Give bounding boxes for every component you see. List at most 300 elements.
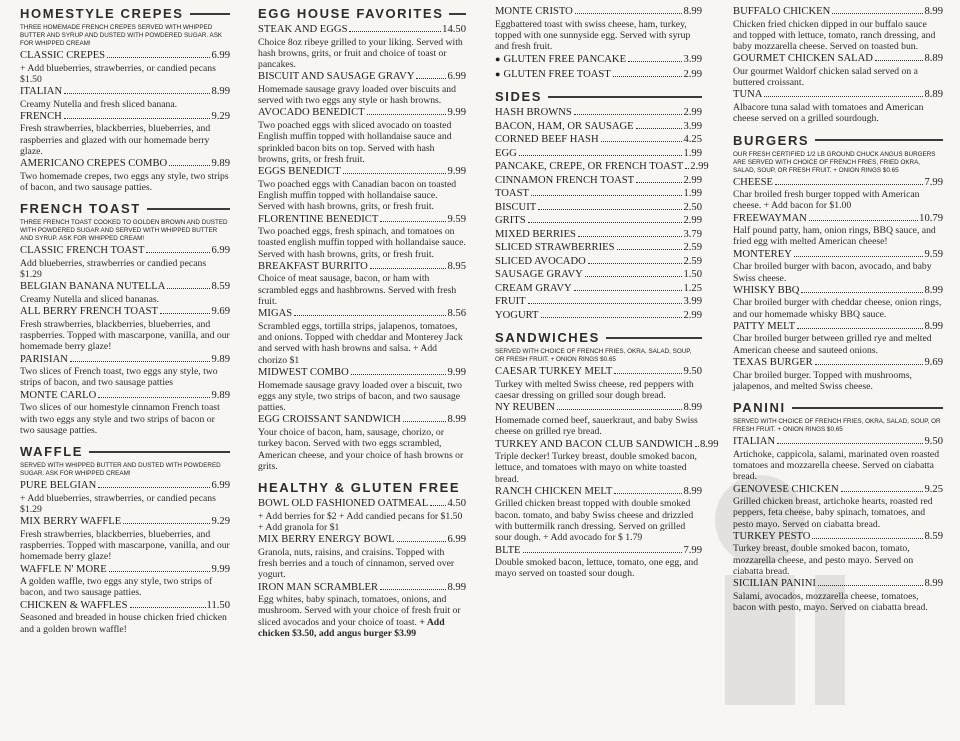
menu-item-price: 9.59 bbox=[924, 248, 943, 260]
menu-item-description bbox=[733, 543, 943, 577]
dot-leader bbox=[167, 288, 210, 289]
menu-item-name: PANCAKE, CREPE, OR FRENCH TOAST bbox=[495, 161, 684, 173]
menu-item-buffalo-chicken bbox=[733, 6, 943, 52]
menu-item-price: 6.99 bbox=[211, 50, 230, 61]
menu-item-line bbox=[495, 438, 719, 452]
menu-item-description bbox=[733, 189, 943, 212]
menu-item-price: 8.99 bbox=[924, 6, 943, 17]
dot-leader bbox=[574, 290, 683, 291]
menu-section-waffle bbox=[20, 444, 230, 635]
menu-item-cheese bbox=[733, 177, 943, 212]
menu-item-name: MONTE CRISTO bbox=[495, 6, 573, 17]
menu-item-name: MONTE CARLO bbox=[20, 389, 97, 401]
menu-item-description-text: Scrambled eggs, tortilla strips, jalapenos, tomatoes, and onions. Topped with cheddar and Monterey Jack and served with hash browns and salsa. + Add chorizo $1 bbox=[258, 320, 463, 366]
menu-item-pure-belgian bbox=[20, 480, 230, 515]
menu-item-name: WAFFLE N' MORE bbox=[20, 563, 107, 575]
menu-item-price: 9.29 bbox=[211, 516, 230, 528]
menu-item-price: 8.89 bbox=[924, 53, 943, 65]
dot-leader bbox=[809, 220, 918, 221]
dot-leader bbox=[777, 443, 923, 444]
menu-item-name: AMERICANO CREPES COMBO bbox=[20, 158, 168, 170]
dot-leader bbox=[588, 263, 683, 264]
section-title bbox=[20, 201, 230, 216]
menu-item-parisian bbox=[20, 354, 230, 389]
menu-item-mixed-berries bbox=[495, 229, 702, 242]
menu-item-price: 2.50 bbox=[683, 201, 702, 213]
menu-item-price: 11.50 bbox=[206, 599, 230, 611]
section-note: SERVED WITH CHOICE OF FRENCH FRIES, OKRA, SALAD, SOUP, OR FRESH FRUIT. + ONION RINGS $0.65 bbox=[733, 418, 941, 434]
dot-leader bbox=[794, 256, 924, 257]
menu-section-french-toast bbox=[20, 201, 230, 436]
menu-item-line bbox=[20, 600, 230, 613]
dot-leader bbox=[578, 236, 683, 237]
dot-leader bbox=[109, 571, 211, 572]
menu-item-description bbox=[20, 402, 230, 436]
section-title-text: SIDES bbox=[495, 89, 543, 105]
menu-item-name: GOURMET CHICKEN SALAD bbox=[733, 53, 873, 65]
menu-item-line bbox=[495, 161, 709, 174]
section-spacer bbox=[733, 393, 943, 400]
menu-item-name: TOAST bbox=[495, 188, 529, 200]
menu-item-name: MIDWEST COMBO bbox=[258, 367, 349, 379]
dot-leader bbox=[575, 13, 683, 14]
menu-item-price: 4.50 bbox=[447, 498, 466, 510]
menu-item-description-text: Salami, avocados, mozzarella cheese, tomatoes, bacon with pesto, mayo. Served on ciabatta bread. bbox=[733, 590, 928, 614]
menu-item-price: 9.25 bbox=[924, 483, 943, 495]
menu-item-description bbox=[20, 366, 230, 389]
dot-leader bbox=[636, 182, 682, 183]
menu-item-description-text: Eggbattered toast with swiss cheese, ham, turkey, topped with one sunnyside egg. Served with syrup and fresh fruit. bbox=[495, 18, 691, 53]
section-title bbox=[20, 6, 230, 21]
menu-item-line bbox=[258, 166, 466, 179]
menu-item-price: 9.99 bbox=[211, 563, 230, 575]
menu-item-name: TUNA bbox=[733, 89, 763, 101]
menu-item-iron-man-scrambler bbox=[258, 582, 466, 640]
dot-leader bbox=[614, 373, 682, 374]
menu-item-line bbox=[495, 310, 702, 323]
menu-item-description-text: Seasoned and breaded in house chicken fried chicken and a golden brown waffle! bbox=[20, 612, 227, 635]
menu-item-price: 2.59 bbox=[683, 242, 702, 254]
menu-item-line bbox=[20, 50, 230, 63]
bullet-icon: ● bbox=[495, 68, 501, 79]
section-note: OUR FRESH CERTIFIED 1/2 LB GROUND CHUCK ANGUS BURGERS ARE SERVED WITH CHOICE OF FRENCH FRIES, FRIED OKRA, SALAD, SOUP, OR FRESH FRUIT. + ONION RINGS $0.65 bbox=[733, 150, 936, 174]
menu-item-description bbox=[20, 99, 230, 110]
menu-item-description-text: Double smoked bacon, lettuce, tomato, one egg, and mayo served on toasted sour dough. bbox=[495, 557, 699, 580]
menu-item-description bbox=[20, 171, 230, 194]
dot-leader bbox=[367, 114, 447, 115]
menu-item-price: 2.99 bbox=[683, 309, 702, 321]
menu-item-price: 1.99 bbox=[683, 147, 702, 159]
menu-item-french bbox=[20, 111, 230, 157]
menu-item-price: 8.99 bbox=[447, 581, 466, 593]
menu-item-line bbox=[20, 516, 230, 529]
menu-item-description bbox=[258, 427, 466, 472]
menu-item-description-text: + Add blueberries, strawberries, or candied pecans $1.50 bbox=[20, 62, 216, 85]
dot-leader bbox=[430, 505, 446, 506]
menu-item-description-text: Char broiled burger between grilled rye and melted American cheese and sauteed onions. bbox=[733, 333, 932, 356]
menu-item-name: TURKEY AND BACON CLUB SANDWICH bbox=[495, 438, 693, 450]
menu-item-name: SLICED STRAWBERRIES bbox=[495, 242, 615, 254]
dot-leader bbox=[841, 491, 924, 492]
dot-leader bbox=[764, 96, 923, 97]
menu-item-price: 9.59 bbox=[447, 213, 466, 225]
menu-item-gluten-free-pancake bbox=[495, 53, 702, 67]
menu-item-price: 9.29 bbox=[211, 110, 230, 122]
menu-item-price: 8.99 bbox=[447, 414, 466, 426]
section-title-text: EGG HOUSE FAVORITES bbox=[258, 6, 444, 21]
menu-item-price: 9.69 bbox=[211, 306, 230, 318]
menu-item-name: ITALIAN bbox=[733, 436, 776, 448]
menu-item-name: GENOVESE CHICKEN bbox=[733, 483, 839, 495]
dot-leader bbox=[519, 155, 683, 156]
menu-item-blte bbox=[495, 545, 702, 580]
menu-item-grits bbox=[495, 215, 702, 228]
menu-item-name: CORNED BEEF HASH bbox=[495, 134, 599, 146]
menu-item-name: MIX BERRY ENERGY BOWL bbox=[258, 534, 395, 546]
menu-item-name: CLASSIC CREPES bbox=[20, 50, 106, 61]
menu-item-description-text: Albacore tuna salad with tomatoes and American cheese served on a grilled sourdough. bbox=[733, 101, 924, 125]
menu-item-description bbox=[733, 66, 943, 89]
menu-item-name: FRUIT bbox=[495, 296, 526, 308]
section-title bbox=[258, 6, 466, 21]
menu-item-texas-burger bbox=[733, 357, 943, 392]
menu-item-name: ALL BERRY FRENCH TOAST bbox=[20, 306, 159, 318]
menu-item-sausage-gravy bbox=[495, 269, 702, 282]
menu-item-sliced-strawberries bbox=[495, 242, 702, 255]
menu-item-line bbox=[495, 296, 702, 309]
dot-leader bbox=[585, 276, 683, 277]
menu-item-line bbox=[20, 306, 230, 319]
menu-item-price: 14.50 bbox=[442, 24, 466, 35]
menu-item-line bbox=[495, 366, 702, 379]
menu-item-description bbox=[733, 19, 943, 53]
menu-item-price: 8.99 bbox=[924, 578, 943, 590]
menu-section-continued bbox=[495, 6, 702, 81]
menu-item-name: CAESAR TURKEY MELT bbox=[495, 366, 613, 378]
menu-item-price: 8.99 bbox=[699, 438, 719, 450]
menu-item-line bbox=[258, 71, 466, 84]
dot-leader bbox=[123, 523, 210, 524]
section-spacer bbox=[495, 323, 702, 330]
menu-item-monte-carlo bbox=[20, 390, 230, 436]
dot-leader bbox=[349, 31, 441, 32]
menu-item-classic-crepes bbox=[20, 50, 230, 85]
menu-item-freewayman bbox=[733, 213, 943, 248]
dot-leader bbox=[617, 249, 683, 250]
menu-item-price: 8.99 bbox=[211, 86, 230, 98]
menu-item-description bbox=[495, 451, 702, 485]
menu-item-biscuit bbox=[495, 202, 702, 215]
menu-section-burgers bbox=[733, 133, 943, 393]
menu-item-mix-berry-waffle bbox=[20, 516, 230, 562]
menu-section-egg-house-favorites bbox=[258, 6, 466, 472]
menu-section-sandwiches bbox=[495, 330, 719, 580]
menu-item-description bbox=[733, 225, 943, 248]
menu-item-price: 1.99 bbox=[683, 188, 702, 200]
menu-item-gluten-free-toast bbox=[495, 68, 702, 82]
menu-item-description-text: Granola, nuts, raisins, and craisins. Topped with fresh berries and a touch of cinnamon, served over yogurt. bbox=[258, 546, 455, 581]
menu-item-name: YOGURT bbox=[495, 309, 539, 321]
menu-item-addon: + Add chicken $3.50, add angus burger $3.99 bbox=[258, 616, 445, 639]
menu-item-line bbox=[20, 158, 230, 171]
menu-item-tuna bbox=[733, 89, 943, 124]
menu-item-line bbox=[258, 367, 466, 380]
menu-item-description-text: Egg whites, baby spinach, tomatoes, onions, and mushroom. Served with your choice of fresh fruit or sliced avocados and your choice of toast. bbox=[258, 594, 461, 628]
menu-item-description bbox=[733, 297, 943, 320]
menu-item-line bbox=[258, 107, 466, 120]
menu-item-bacon-ham-or-sausage bbox=[495, 121, 702, 134]
menu-item-line bbox=[258, 24, 466, 37]
menu-item-americano-crepes-combo bbox=[20, 158, 230, 193]
menu-item-name: GRITS bbox=[495, 215, 526, 227]
menu-item-description-text: Two slices of French toast, two eggs any style, two strips of bacon, and two sausage patties bbox=[20, 366, 218, 389]
menu-item-name: SLICED AVOCADO bbox=[495, 255, 586, 267]
menu-item-name: FRENCH bbox=[20, 110, 62, 122]
menu-item-line bbox=[20, 281, 230, 294]
menu-item-line bbox=[733, 484, 943, 497]
dot-leader bbox=[601, 141, 683, 142]
menu-item-line bbox=[495, 402, 702, 415]
dot-leader bbox=[636, 128, 683, 129]
menu-item-price: 7.99 bbox=[683, 544, 702, 556]
menu-item-name: CHICKEN & WAFFLES bbox=[20, 599, 128, 611]
menu-item-line bbox=[733, 531, 943, 544]
section-title bbox=[20, 444, 230, 459]
menu-item-description bbox=[20, 319, 230, 353]
menu-item-cinnamon-french-toast bbox=[495, 175, 702, 188]
menu-item-description-text: Homemade sausage gravy loaded over a biscuit, two eggs any style, two strips of bacon, and two sausage patties. bbox=[258, 379, 462, 414]
menu-item-classic-french-toast bbox=[20, 245, 230, 280]
menu-item-description-text: Two homemade crepes, two eggs any style, two strips of bacon, and two sausage patties. bbox=[20, 170, 229, 194]
menu-item-description-text: Chicken fried chicken dipped in our buffalo sauce and topped with lettuce, tomato, ranch dressing, and baby mozzarella cheese. Served on toasted bun. bbox=[733, 18, 936, 53]
menu-item-description bbox=[495, 498, 702, 543]
menu-item-price: 2.59 bbox=[683, 255, 702, 267]
menu-item-description bbox=[733, 496, 943, 530]
menu-item-sicilian-panini bbox=[733, 578, 943, 613]
section-title-text: SANDWICHES bbox=[495, 330, 600, 346]
menu-item-line bbox=[258, 498, 466, 511]
dot-leader bbox=[380, 221, 446, 222]
menu-item-line bbox=[495, 242, 702, 255]
menu-item-line bbox=[20, 480, 230, 493]
menu-item-description-text: Fresh strawberries, blackberries, blueberries, and raspberries. Topped with mascarpone, vanilla, and our homemade berry glaze! bbox=[20, 318, 230, 353]
menu-item-line bbox=[733, 285, 943, 298]
menu-item-description-text: Your choice of bacon, ham, sausage, chorizo, or turkey bacon. Served with two eggs scrambled, American cheese, and your choice of hash browns or grits. bbox=[258, 426, 464, 472]
menu-item-description-text: Creamy Nutella and sliced bananas. bbox=[20, 293, 160, 305]
menu-item-description bbox=[733, 449, 943, 483]
menu-section-panini bbox=[733, 400, 943, 613]
menu-item-description-text: Fresh strawberries, blackberries, blueberries, and raspberries. Topped with mascarpone, vanilla, and our homemade berry glaze! bbox=[20, 528, 230, 563]
menu-item-price: 2.99 bbox=[683, 174, 702, 186]
menu-item-description bbox=[258, 37, 466, 71]
section-note: SERVED WITH CHOICE OF FRENCH FRIES, OKRA, SALAD, SOUP, OR FRESH FRUIT. + ONION RINGS $0.65 bbox=[495, 348, 692, 364]
menu-item-caesar-turkey-melt bbox=[495, 366, 702, 401]
menu-column-1 bbox=[20, 6, 230, 636]
menu-item-description bbox=[20, 294, 230, 305]
menu-item-description bbox=[20, 529, 230, 563]
dot-leader bbox=[169, 165, 210, 166]
menu-item-price: 8.99 bbox=[683, 6, 702, 17]
menu-item-description-text: Two poached eggs with sliced avocado on toasted English muffin topped with hollandaise sauce and sprinkled bacon bits on top. Served with hash browns, grits, or fresh fruit. bbox=[258, 119, 452, 165]
menu-item-description bbox=[258, 547, 466, 581]
section-rule bbox=[792, 407, 943, 409]
dot-leader bbox=[775, 184, 923, 185]
menu-item-name: MIXED BERRIES bbox=[495, 228, 576, 240]
section-rule bbox=[815, 139, 943, 141]
menu-item-line bbox=[258, 414, 466, 427]
dot-leader bbox=[801, 292, 923, 293]
menu-item-price: 2.99 bbox=[683, 215, 702, 227]
menu-item-chicken-waffles bbox=[20, 600, 230, 635]
section-title bbox=[495, 89, 702, 104]
menu-item-ranch-chicken-melt bbox=[495, 486, 702, 544]
menu-item-price: 8.59 bbox=[211, 281, 230, 293]
menu-item-name: MIGAS bbox=[258, 308, 293, 320]
dot-leader bbox=[541, 317, 683, 318]
menu-section-continued bbox=[733, 6, 943, 125]
menu-item-price: 6.99 bbox=[211, 245, 230, 257]
menu-item-egg bbox=[495, 148, 702, 161]
menu-item-line bbox=[733, 249, 943, 262]
menu-item-belgian-banana-nutella bbox=[20, 281, 230, 305]
menu-item-name: BUFFALO CHICKEN bbox=[733, 6, 831, 17]
menu-item-name: PURE BELGIAN bbox=[20, 480, 97, 492]
section-spacer bbox=[20, 194, 230, 201]
menu-item-price: 8.99 bbox=[683, 485, 702, 497]
dot-leader bbox=[685, 168, 689, 169]
menu-item-description-text: Turkey breast, double smoked bacon, tomato, mozzarella cheese, and pesto mayo. Served on ciabatta bread. bbox=[733, 543, 914, 578]
menu-item-description-text: Our gourmet Waldorf chicken salad served on a buttered croissant. bbox=[733, 65, 918, 89]
section-title-text: WAFFLE bbox=[20, 444, 84, 460]
menu-item-description bbox=[495, 19, 702, 53]
menu-item-price: 9.99 bbox=[447, 166, 466, 178]
menu-item-italian bbox=[733, 436, 943, 482]
menu-item-name: IRON MAN SCRAMBLER bbox=[258, 581, 379, 593]
menu-item-line bbox=[733, 53, 943, 66]
menu-item-name: CREAM GRAVY bbox=[495, 282, 572, 294]
dot-leader bbox=[614, 493, 682, 494]
menu-item-price: 8.89 bbox=[924, 89, 943, 101]
menu-item-sliced-avocado bbox=[495, 256, 702, 269]
dot-leader bbox=[695, 446, 699, 447]
menu-item-line bbox=[733, 436, 943, 449]
menu-item-line bbox=[258, 534, 466, 547]
menu-item-genovese-chicken bbox=[733, 484, 943, 530]
menu-item-price: 9.50 bbox=[924, 436, 943, 448]
bullet-icon: ● bbox=[495, 54, 501, 65]
menu-column-2 bbox=[258, 6, 466, 640]
section-rule bbox=[190, 13, 230, 15]
menu-item-name: MONTEREY bbox=[733, 248, 792, 260]
section-rule bbox=[449, 13, 466, 15]
menu-item-price: 8.59 bbox=[924, 530, 943, 542]
menu-item-line bbox=[20, 86, 230, 99]
menu-section-healthy-gluten-free bbox=[258, 480, 466, 639]
dot-leader bbox=[64, 118, 211, 119]
menu-item-name: EGG CROISSANT SANDWICH bbox=[258, 414, 401, 426]
menu-item-line bbox=[258, 261, 466, 274]
menu-item-name: FREEWAYMAN bbox=[733, 212, 807, 224]
menu-item-price: 9.99 bbox=[447, 107, 466, 119]
menu-item-description bbox=[258, 594, 466, 639]
menu-item-description bbox=[258, 321, 466, 366]
menu-item-description bbox=[733, 102, 943, 125]
menu-item-description-text: Turkey with melted Swiss cheese, red peppers with caesar dressing on grilled sour dough bread. bbox=[495, 378, 694, 402]
menu-item-line bbox=[733, 6, 943, 19]
menu-item-line bbox=[733, 213, 943, 226]
section-spacer bbox=[495, 82, 702, 89]
menu-item-price: 6.99 bbox=[447, 71, 466, 83]
menu-item-turkey-pesto bbox=[733, 531, 943, 577]
menu-item-name: TURKEY PESTO bbox=[733, 530, 811, 542]
menu-item-egg-croissant-sandwich bbox=[258, 414, 466, 472]
menu-item-name: RANCH CHICKEN MELT bbox=[495, 485, 613, 497]
menu-item-description-text: Char broiled burger with cheddar cheese, onion rings, and our homemade whisky BBQ sauce. bbox=[733, 297, 942, 320]
menu-item-line bbox=[495, 256, 702, 269]
menu-item-line bbox=[733, 357, 943, 370]
menu-item-description-text: Char broiled burger with bacon, avocado, and baby Swiss cheese. bbox=[733, 261, 932, 284]
section-title-text: BURGERS bbox=[733, 132, 810, 148]
menu-item-breakfast-burrito bbox=[258, 261, 466, 307]
menu-item-name: SICILIAN PANINI bbox=[733, 578, 816, 590]
section-spacer bbox=[258, 473, 466, 480]
menu-item-line bbox=[258, 582, 466, 595]
menu-item-price: 3.79 bbox=[683, 228, 702, 240]
menu-item-description-text: Artichoke, cappicola, salami, marinated oven roasted tomatoes and mozzarella cheese. Served on ciabatta bread. bbox=[733, 448, 940, 483]
menu-item-waffle-n-more bbox=[20, 564, 230, 599]
menu-item-description-text: Triple decker! Turkey breast, double smoked bacon, lettuce, and tomatoes with mayo on white toasted bread. bbox=[495, 451, 697, 485]
dot-leader bbox=[294, 315, 446, 316]
dot-leader bbox=[531, 195, 683, 196]
menu-item-price: 10.79 bbox=[919, 212, 943, 224]
menu-item-eggs-benedict bbox=[258, 166, 466, 212]
dot-leader bbox=[64, 93, 210, 94]
dot-leader bbox=[815, 364, 924, 365]
menu-item-name: AVOCADO BENEDICT bbox=[258, 107, 365, 119]
menu-item-description-text: + Add berries for $2 + Add candied pecans for $1.50 + Add granola for $1 bbox=[258, 510, 463, 533]
menu-item-yogurt bbox=[495, 310, 702, 323]
section-title bbox=[733, 400, 943, 415]
menu-item-price: 8.99 bbox=[683, 402, 702, 414]
dot-leader bbox=[416, 78, 446, 79]
menu-item-name: HASH BROWNS bbox=[495, 107, 572, 119]
menu-item-description-text: Fresh strawberries, blackberries, blueberries, and raspberries and glazed with our homemade berry glaze. bbox=[20, 123, 211, 157]
menu-item-price: 6.99 bbox=[447, 534, 466, 546]
menu-item-price: 2.99 bbox=[683, 68, 702, 80]
menu-item-line bbox=[495, 545, 702, 558]
section-rule bbox=[89, 451, 230, 453]
menu-item-line bbox=[495, 6, 702, 19]
dot-leader bbox=[875, 60, 924, 61]
section-rule bbox=[147, 208, 230, 210]
section-rule bbox=[548, 96, 702, 98]
menu-item-name: GLUTEN FREE TOAST bbox=[503, 68, 611, 80]
menu-item-line bbox=[20, 390, 230, 403]
menu-item-description bbox=[495, 557, 702, 580]
dot-leader bbox=[351, 374, 447, 375]
menu-item-price: 9.89 bbox=[211, 389, 230, 401]
menu-item-description bbox=[20, 63, 230, 86]
menu-item-name: EGGS BENEDICT bbox=[258, 166, 341, 178]
menu-item-italian bbox=[20, 86, 230, 110]
dot-leader bbox=[370, 268, 447, 269]
dot-leader bbox=[818, 585, 924, 586]
menu-item-description-text: Homemade corned beef, sauerkraut, and baby Swiss cheese on grilled rye bread. bbox=[495, 414, 698, 438]
menu-item-name: PATTY MELT bbox=[733, 320, 796, 332]
dot-leader bbox=[528, 303, 683, 304]
menu-item-line bbox=[495, 148, 702, 161]
menu-item-hash-browns bbox=[495, 107, 702, 120]
